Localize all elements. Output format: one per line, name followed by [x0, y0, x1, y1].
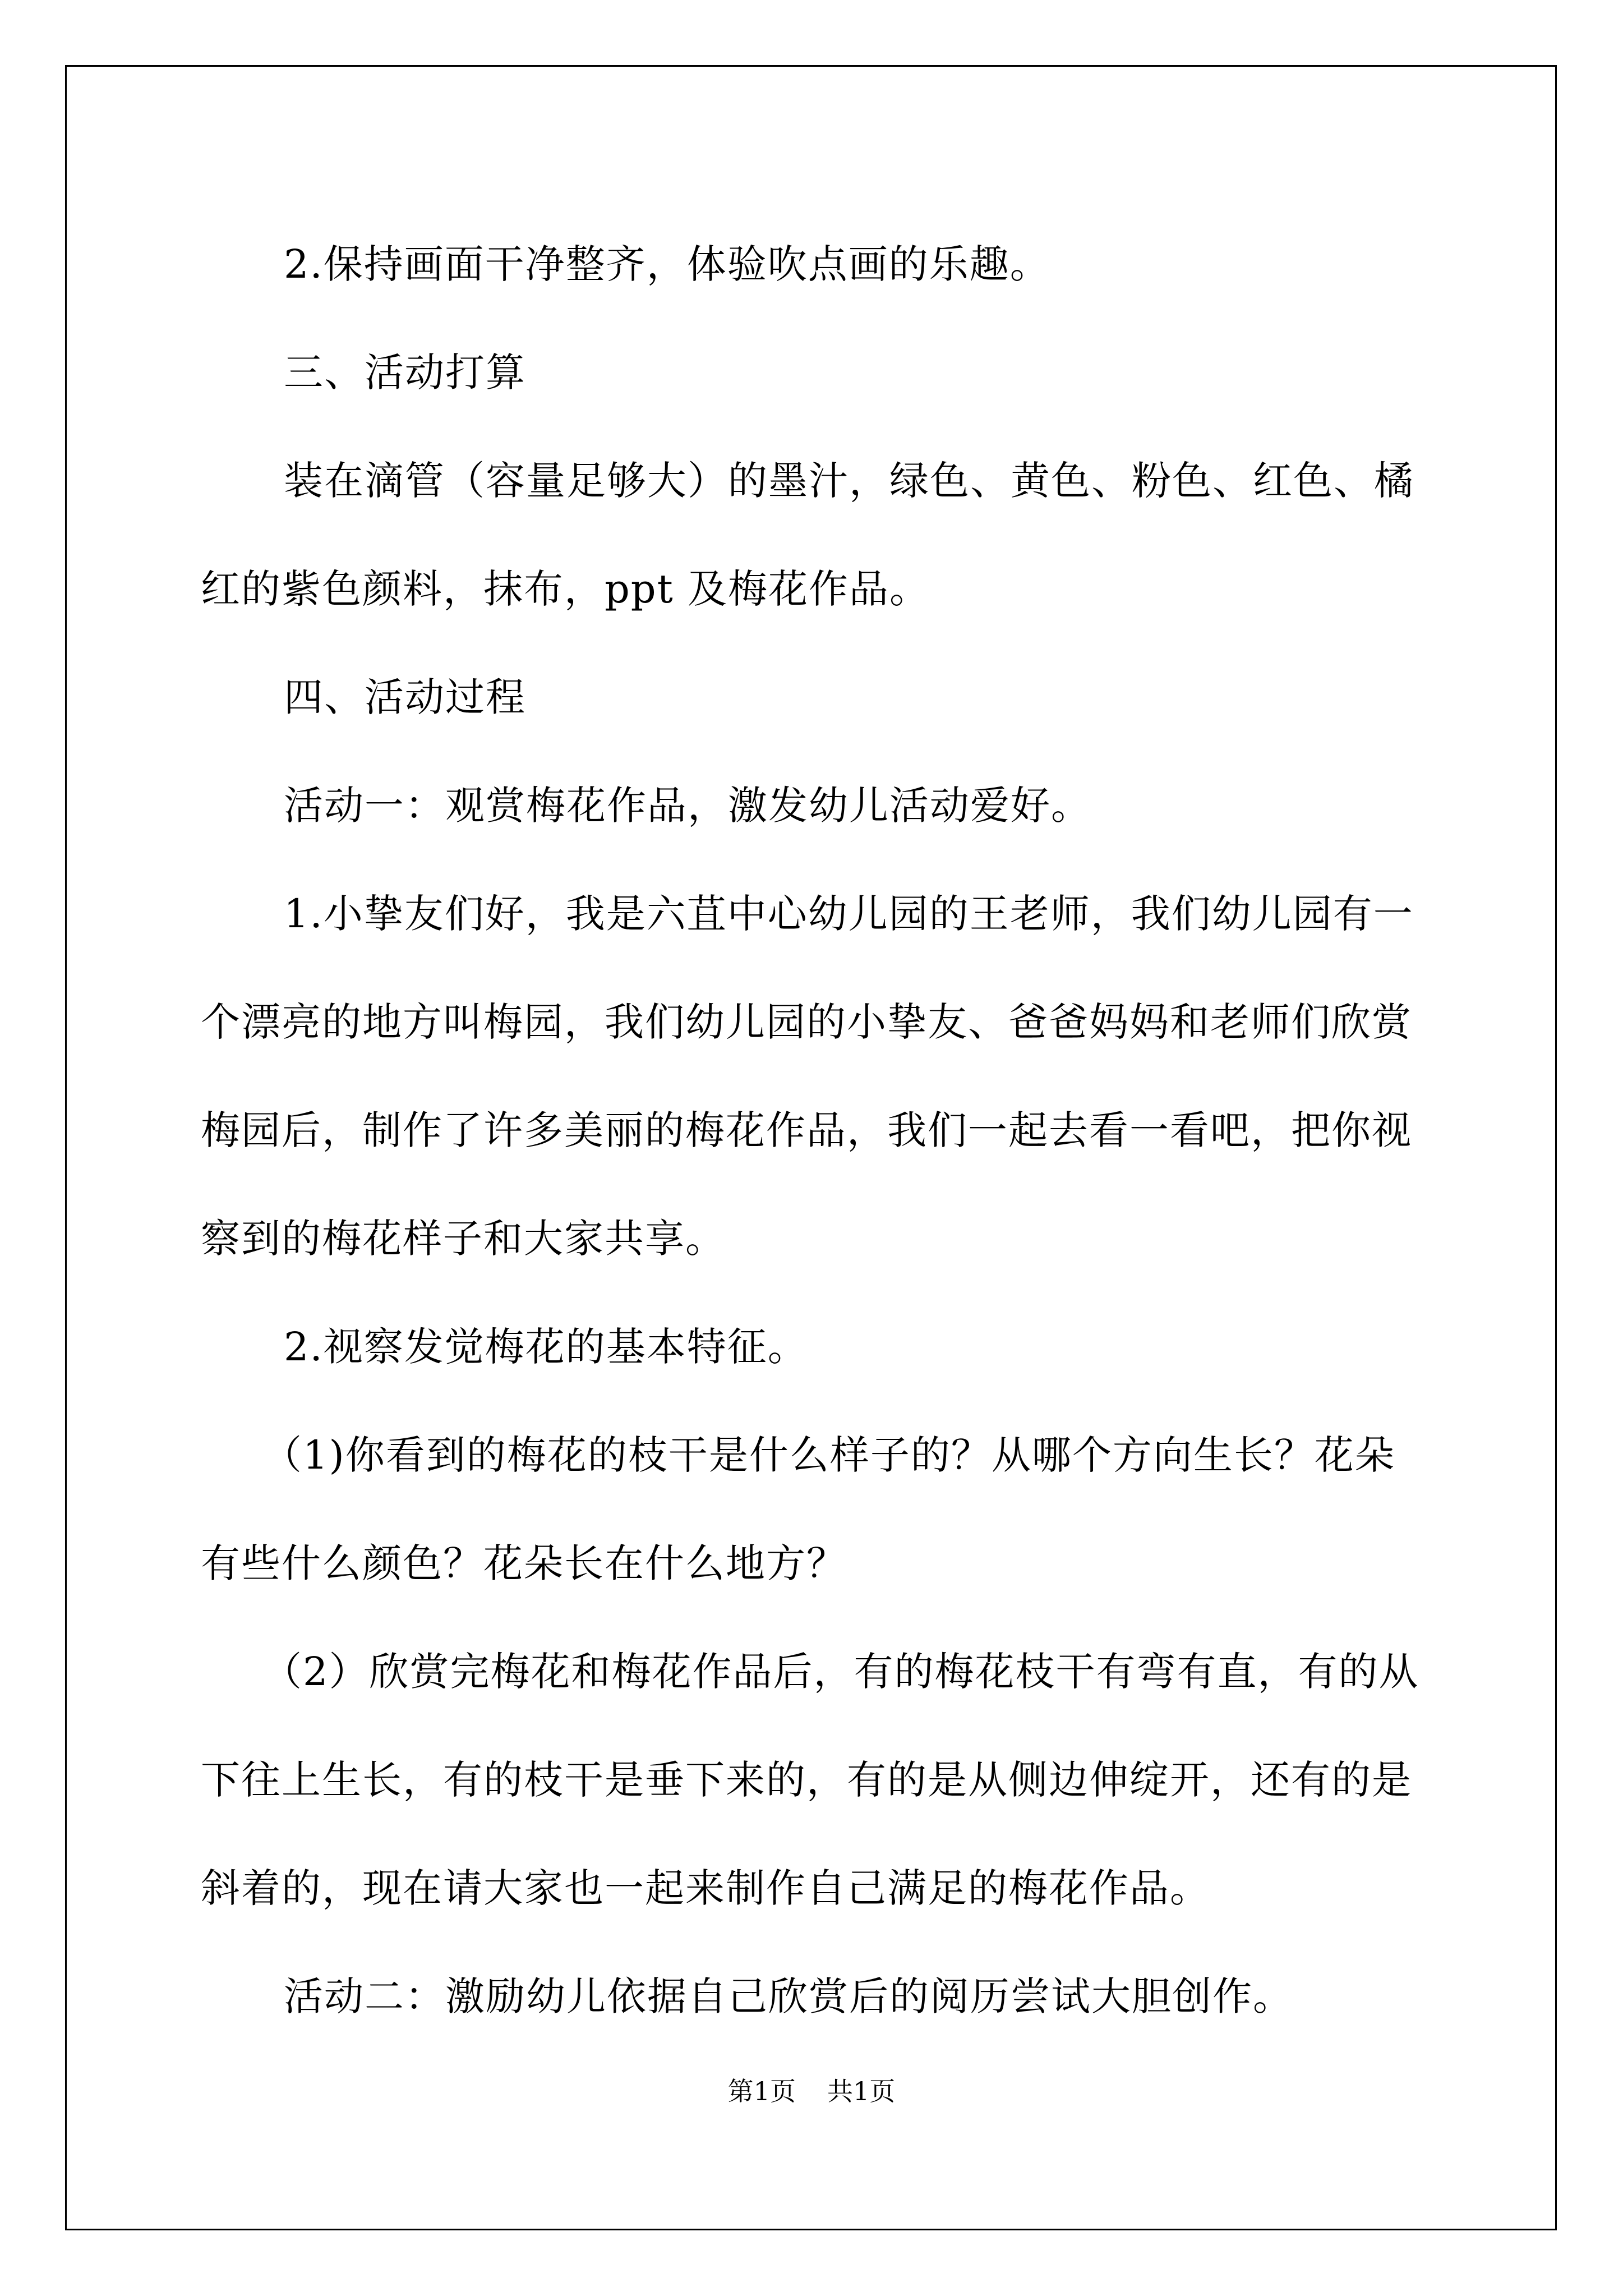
paragraph-observe-features: 2.视察发觉梅花的基本特征。 [284, 1324, 808, 1370]
paragraph-question-1: （1)你看到的梅花的枝干是什么样子的？从哪个方向生长？花朵有些什么颜色？花朵长在什么地方？ [201, 1432, 1395, 1586]
page-footer [0, 2071, 1623, 2108]
heading-activity-process: 四、活动过程 [284, 674, 526, 720]
paragraph-activity-two: 活动二：激励幼儿依据自己欣赏后的阅历尝试大胆创作。 [284, 1973, 1293, 2019]
heading-activity-preparation: 三、活动打算 [284, 349, 526, 395]
document-body [201, 210, 1429, 2051]
paragraph-activity-one: 活动一：观赏梅花作品，激发幼儿活动爱好。 [284, 783, 1091, 829]
paragraph-materials: 装在滴管（容量足够大）的墨汁，绿色、黄色、粉色、红色、橘红的紫色颜料，抹布，ppt 及梅花作品。 [201, 458, 1414, 612]
page-number-current: 第1页 [727, 2076, 796, 2106]
page-number-total: 共1页 [827, 2076, 896, 2106]
paragraph-goal-2: 2.保持画面干净整齐，体验吹点画的乐趣。 [284, 241, 1050, 287]
paragraph-intro: 1.小挚友们好，我是六苴中心幼儿园的王老师，我们幼儿园有一个漂亮的地方叫梅园，我们幼儿园的小挚友、爸爸妈妈和老师们欣赏梅园后，制作了许多美丽的梅花作品，我们一起去看一看吧，把你视察到的梅花样子和大家共享。 [201, 891, 1414, 1262]
paragraph-question-2: （2）欣赏完梅花和梅花作品后，有的梅花枝干有弯有直，有的从下往上生长，有的枝干是垂下来的，有的是从侧边伸绽开，还有的是斜着的，现在请大家也一起来制作自己满足的梅花作品。 [201, 1649, 1419, 1911]
